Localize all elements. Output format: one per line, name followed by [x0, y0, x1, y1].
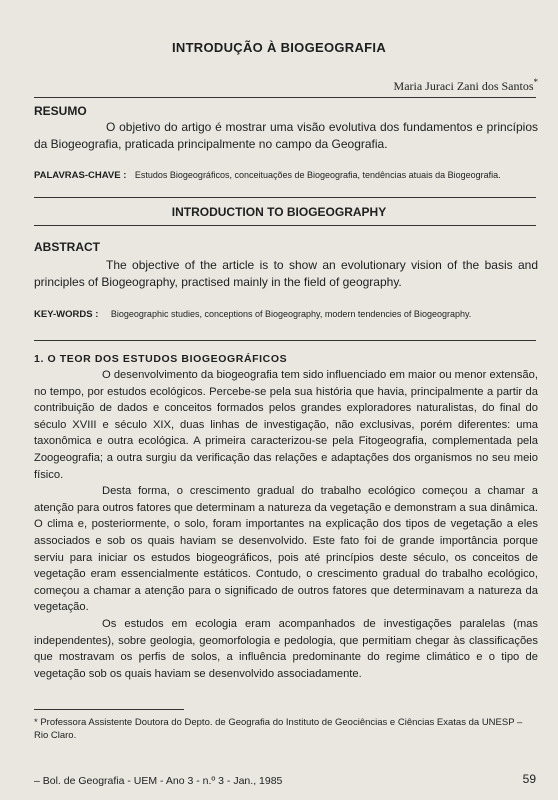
resumo-text: O objetivo do artigo é mostrar uma visão evolutiva dos fundamentos e princípios da Biogeografia, praticada principalmente no campo da Geografia.	[34, 120, 538, 152]
author-name: Maria Juraci Zani dos Santos	[393, 79, 534, 93]
body-paragraph: Desta forma, o crescimento gradual do trabalho ecológico começou a chamar a atenção para outros fatores que determinam a natureza da vegetação e demonstram a sua dinâmica. O clima e, posteriormente, o solo, foram importantes na explicação dos tipos de vegetação a eles associados e sob os quais haviam se desenvolvido. Este fato foi de grande importância porque serviu para iniciar os estudos biogeográficos, pois até princípios deste século, os conceitos de vegetação eram essencialmente estáticos. Contudo, o crescimento gradual do trabalho ecológico, começou a chamar a atenção para o significado de outros fatores que determinavam a natureza da vegetação.	[34, 485, 538, 614]
author-footnote-mark: *	[533, 77, 538, 87]
section-title: 1. O TEOR DOS ESTUDOS BIOGEOGRÁFICOS	[34, 353, 288, 365]
article-title: INTRODUÇÃO À BIOGEOGRAFIA	[171, 40, 387, 55]
key-words-block	[34, 308, 536, 321]
abstract-heading: ABSTRACT	[34, 240, 100, 254]
key-words-label: KEY-WORDS :	[34, 309, 99, 320]
journal-citation: – Bol. de Geografia - UEM - Ano 3 - n.º 3 - Jan., 1985	[34, 775, 283, 787]
resumo-heading: RESUMO	[34, 104, 87, 118]
palavras-chave-block	[34, 169, 536, 182]
palavras-chave-label: PALAVRAS-CHAVE :	[34, 170, 127, 181]
abstract-text-block	[34, 257, 538, 291]
resumo-text-block	[34, 119, 538, 153]
key-words-text: Biogeographic studies, conceptions of Biogeography, modern tendencies of Biogeography.	[110, 309, 472, 319]
divider-rule	[34, 340, 536, 341]
abstract-text: The objective of the article is to show an evolutionary vision of the basis and principles of Biogeography, practised mainly in the field of geography.	[34, 258, 538, 290]
body-paragraph: Os estudos em ecologia eram acompanhados de investigações paralelas (mas independentes), sobre geologia, geomorfologia e pedologia, que permitiam chegar às classificações que mostravam os perfis de solos, a influência predominante do regime climático e o tipo de vegetação sob os quais haviam se desenvolvido associadamente.	[34, 617, 538, 680]
english-title: INTRODUCTION TO BIOGEOGRAPHY	[171, 205, 387, 219]
divider-rule	[34, 225, 536, 226]
divider-rule	[34, 97, 536, 98]
page-number: 59	[522, 772, 536, 786]
author-line	[394, 77, 538, 94]
palavras-chave-text: Estudos Biogeográficos, conceituações de Biogeografia, tendências atuais da Biogeografia.	[134, 170, 501, 180]
body-paragraph: O desenvolvimento da biogeografia tem sido influenciado em maior ou menor extensão, no tempo, por estudos ecológicos. Percebe-se pela sua história que havia, principalmente a partir da contribuição de dados e conceitos formados pelos grandes exploradores naturalistas, do final do século XVIII e século XIX, duas linhas de investigação, não exclusivas, porém diferentes: uma taxonômica e outra ecológica. A primeira caracterizou-se pela Fitogeografia, complementada pela Zoogeografia; a outra surgiu da verificação das relações e adaptações dos organismos no seu meio físico.	[34, 369, 538, 481]
section-body	[34, 367, 538, 682]
divider-rule	[34, 197, 536, 198]
footnote: * Professora Assistente Doutora do Depto. de Geografia do Instituto de Geociências e Ciências Exatas da UNESP – Rio Claro.	[34, 717, 523, 741]
footnote-rule	[34, 709, 184, 710]
